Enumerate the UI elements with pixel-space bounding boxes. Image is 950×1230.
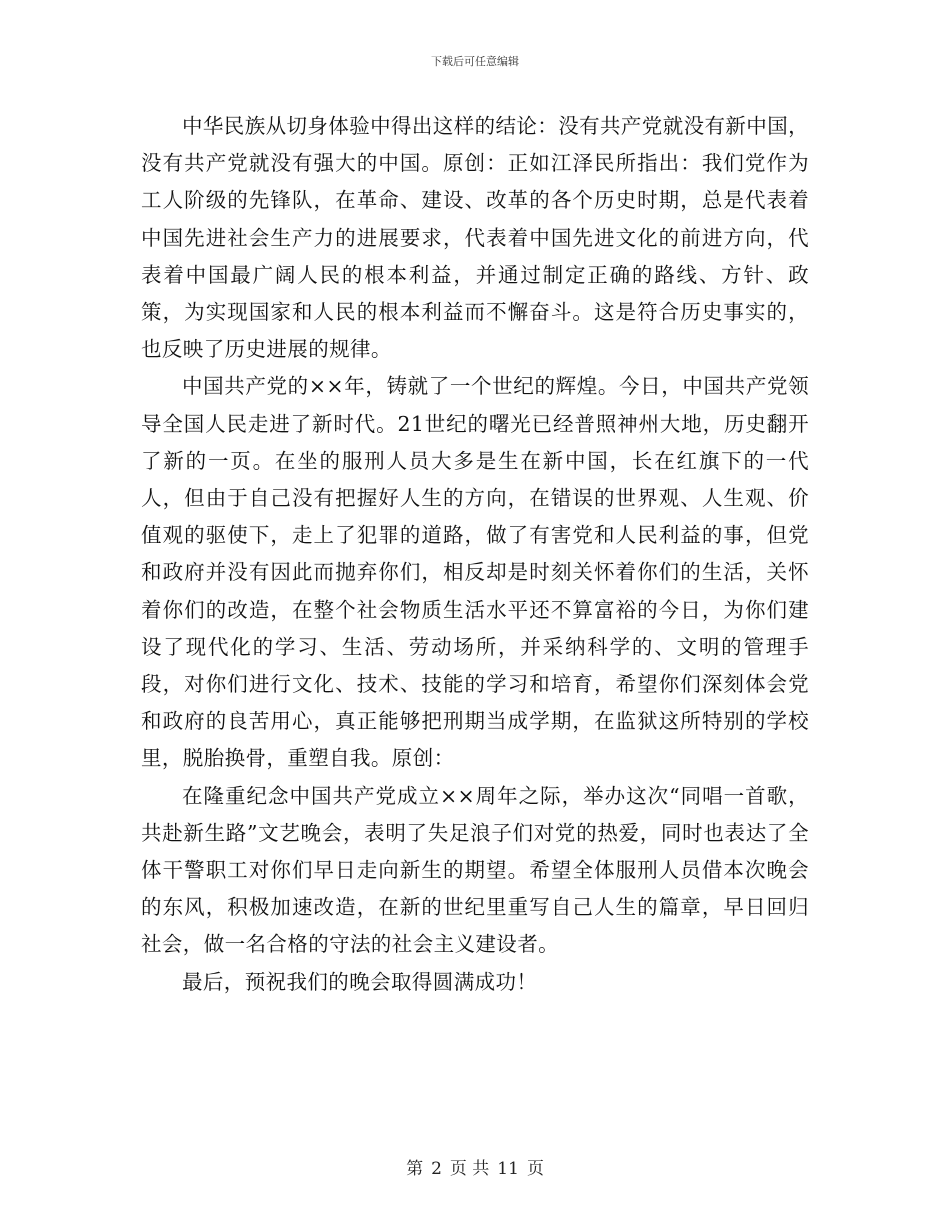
page-footer [0, 1154, 950, 1179]
paragraph-4: 最后，预祝我们的晚会取得圆满成功！ [182, 969, 538, 994]
paragraph-2: 中国共产党的××年，铸就了一个世纪的辉煌。今日，中国共产党领导全国人民走进了新时代。21世纪的曙光已经普照神州大地，历史翻开了新的一页。在坐的服刑人员大多是生在新中国，长在红旗下的一代人，但由于自己没有把握好人生的方向，在错误的世界观、人生观、价值观的驱使下，走上了犯罪的道路，做了有害党和人民利益的事，但党和政府并没有因此而抛弃你们，相反却是时刻关怀着你们的生活，关怀着你们的改造，在整个社会物质生活水平还不算富裕的今日，为你们建设了现代化的学习、生活、劳动场所，并采纳科学的、文明的管理手段，对你们进行文化、技术、技能的学习和培育，希望你们深刻体会党和政府的良苦用心，真正能够把刑期当成学期，在监狱这所特别的学校里，脱胎换骨，重塑自我。原创： [141, 374, 809, 771]
footer-prefix: 第 [406, 1159, 424, 1179]
document-body [141, 108, 809, 1001]
footer-total-pages: 11 [497, 1159, 519, 1179]
footer-middle: 页 共 [449, 1159, 490, 1179]
page-header: 下载后可任意编辑 [431, 55, 519, 68]
footer-suffix: 页 [526, 1159, 544, 1179]
footer-current-page: 2 [431, 1159, 442, 1179]
paragraph-3: 在隆重纪念中国共产党成立××周年之际，举办这次“同唱一首歌，共赴新生路”文艺晚会，表明了失足浪子们对党的热爱，同时也表达了全体干警职工对你们早日走向新生的期望。希望全体服刑人员借本次晚会的东风，积极加速改造，在新的世纪里重写自己人生的篇章，早日回归社会，做一名合格的守法的社会主义建设者。 [141, 783, 809, 957]
paragraph-1: 中华民族从切身体验中得出这样的结论：没有共产党就没有新中国，没有共产党就没有强大的中国。原创：正如江泽民所指出：我们党作为工人阶级的先锋队，在革命、建设、改革的各个历史时期，总是代表着中国先进社会生产力的进展要求，代表着中国先进文化的前进方向，代表着中国最广阔人民的根本利益，并通过制定正确的路线、方针、政策，为实现国家和人民的根本利益而不懈奋斗。这是符合历史事实的，也反映了历史进展的规律。 [141, 114, 809, 362]
